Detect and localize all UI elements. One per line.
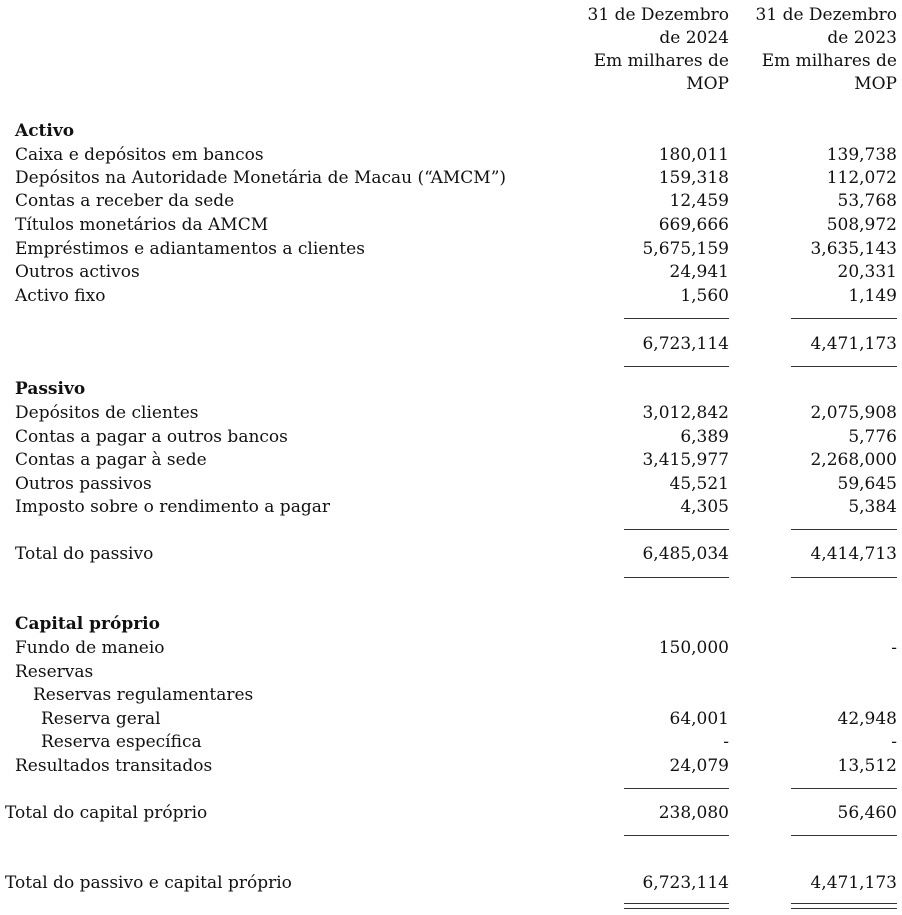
row-label: Títulos monetários da AMCM [15, 215, 269, 235]
section-title-passivo: Passivo [15, 379, 86, 399]
row-label: Empréstimos e adiantamentos a clientes [15, 239, 365, 259]
header-2023-line2: de 2023 [827, 28, 897, 48]
header-2024-line1: 31 de Dezembro [587, 5, 729, 25]
total-passivo-2023: 4,414,713 [810, 544, 897, 564]
row-label: Reservas regulamentares [33, 685, 254, 705]
double-rule [624, 903, 729, 909]
value-2023: 2,075,908 [810, 403, 897, 423]
section-title-activo: Activo [15, 121, 75, 141]
grand-total-label: Total do passivo e capital próprio [5, 873, 292, 893]
row-label: Contas a receber da sede [15, 191, 235, 211]
row-label: Reserva geral [41, 709, 161, 729]
value-2023: 53,768 [837, 191, 897, 211]
row-label: Outros activos [15, 262, 140, 282]
header-2024-line3: Em milhares de [593, 51, 729, 71]
total-rule [791, 577, 897, 578]
value-2024: 24,941 [669, 262, 729, 282]
value-2023: 5,384 [848, 497, 897, 517]
row-label: Reservas [15, 662, 94, 682]
value-2024: 24,079 [669, 756, 729, 776]
value-2023: - [891, 638, 897, 658]
total-capital-label: Total do capital próprio [5, 803, 208, 823]
value-2023: 139,738 [826, 145, 897, 165]
value-2023: 508,972 [826, 215, 897, 235]
column-header-2023 [756, 4, 897, 96]
subtotal-rule [624, 529, 729, 530]
subtotal-rule [624, 788, 729, 789]
value-2023: 112,072 [826, 168, 897, 188]
value-2023: 3,635,143 [810, 239, 897, 259]
row-label: Imposto sobre o rendimento a pagar [15, 497, 330, 517]
value-2023: 2,268,000 [810, 450, 897, 470]
value-2023: 20,331 [837, 262, 897, 282]
column-header-2024 [588, 4, 729, 96]
header-2023-line1: 31 de Dezembro [755, 5, 897, 25]
value-2024: 4,305 [680, 497, 729, 517]
total-activo-2024: 6,723,114 [642, 334, 729, 354]
subtotal-rule [791, 318, 897, 319]
total-capital-2023: 56,460 [837, 803, 897, 823]
value-2024: 64,001 [669, 709, 729, 729]
row-label: Depósitos de clientes [15, 403, 199, 423]
total-rule [624, 835, 729, 836]
value-2023: 59,645 [837, 474, 897, 494]
subtotal-rule [791, 529, 897, 530]
value-2024: 1,560 [680, 286, 729, 306]
value-2024: 6,389 [680, 427, 729, 447]
row-label: Contas a pagar a outros bancos [15, 427, 288, 447]
total-passivo-2024: 6,485,034 [642, 544, 729, 564]
row-label: Resultados transitados [15, 756, 213, 776]
value-2023: 5,776 [848, 427, 897, 447]
subtotal-rule [624, 318, 729, 319]
row-label: Reserva específica [41, 732, 202, 752]
double-rule [791, 903, 897, 909]
value-2024: 150,000 [658, 638, 729, 658]
value-2024: 5,675,159 [642, 239, 729, 259]
subtotal-rule [791, 788, 897, 789]
grand-total-2024: 6,723,114 [642, 873, 729, 893]
value-2024: 12,459 [669, 191, 729, 211]
total-capital-2024: 238,080 [658, 803, 729, 823]
row-label: Caixa e depósitos em bancos [15, 145, 264, 165]
row-label: Activo fixo [15, 286, 106, 306]
total-rule [791, 835, 897, 836]
row-label: Fundo de maneio [15, 638, 165, 658]
value-2024: 45,521 [669, 474, 729, 494]
total-rule [624, 366, 729, 367]
grand-total-2023: 4,471,173 [810, 873, 897, 893]
header-2024-line2: de 2024 [659, 28, 729, 48]
value-2024: 180,011 [658, 145, 729, 165]
value-2023: 13,512 [837, 756, 897, 776]
value-2024: 3,012,842 [642, 403, 729, 423]
value-2023: 42,948 [837, 709, 897, 729]
value-2024: 669,666 [658, 215, 729, 235]
row-label: Depósitos na Autoridade Monetária de Macau (“AMCM”) [15, 168, 507, 188]
total-activo-2023: 4,471,173 [810, 334, 897, 354]
header-2023-line3: Em milhares de [761, 51, 897, 71]
value-2024: 3,415,977 [642, 450, 729, 470]
total-rule [791, 366, 897, 367]
header-2023-line4: MOP [854, 74, 897, 94]
total-passivo-label: Total do passivo [15, 544, 154, 564]
value-2024: - [723, 732, 729, 752]
value-2024: 159,318 [658, 168, 729, 188]
row-label: Outros passivos [15, 474, 152, 494]
total-rule [624, 577, 729, 578]
section-title-capital: Capital próprio [15, 614, 160, 634]
value-2023: 1,149 [848, 286, 897, 306]
header-2024-line4: MOP [686, 74, 729, 94]
value-2023: - [891, 732, 897, 752]
row-label: Contas a pagar à sede [15, 450, 207, 470]
